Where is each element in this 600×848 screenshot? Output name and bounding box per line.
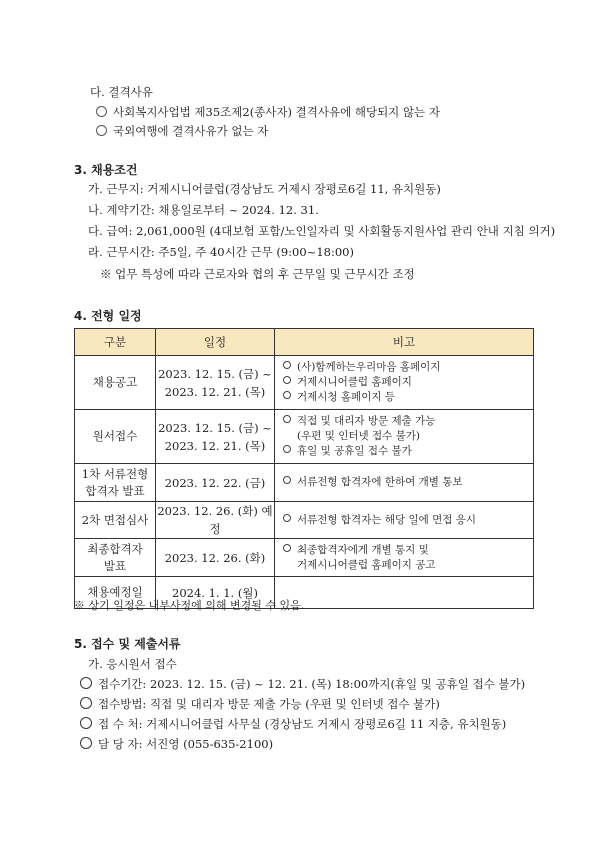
submission-item: 담 당 자: 서진영 (055-635-2100): [80, 736, 273, 752]
schedule-footnote: ※ 상기 일정은 내부사정에 의해 변경될 수 있음.: [74, 599, 305, 612]
condition-line: 나. 계약기간: 채용일로부터 ~ 2024. 12. 31.: [88, 203, 319, 217]
category-cell: 2차 면접심사: [75, 502, 156, 539]
table-row: [75, 502, 534, 539]
note-item: 최종합격자에게 개별 통지 및: [283, 543, 533, 558]
condition-note: ※ 업무 특성에 따라 근로자와 협의 후 근무일 및 근무시간 조정: [100, 267, 415, 281]
circle-bullet-icon: [80, 737, 92, 749]
notes-cell: [275, 410, 534, 464]
disqualification-text: 국외여행에 결격사유가 없는 자: [113, 124, 269, 138]
note-item: 직접 및 대리자 방문 제출 가능: [283, 414, 533, 429]
circle-bullet-icon: [80, 677, 92, 689]
note-item: 거제시니어클럽 홈페이지: [283, 375, 533, 390]
bullet-icon: [283, 376, 291, 384]
column-header: 구분: [75, 329, 156, 356]
table-row: [75, 539, 534, 577]
circle-bullet-icon: [96, 106, 107, 117]
submission-subheading: 가. 응시원서 접수: [88, 657, 177, 671]
category-cell: 1차 서류전형 합격자 발표: [75, 464, 156, 502]
bullet-icon: [283, 544, 291, 552]
submission-item: 접수기간: 2023. 12. 15. (금) ~ 12. 21. (목) 18:00까지(휴일 및 공휴일 접수 불가): [80, 676, 525, 692]
section-heading-submission: 5. 접수 및 제출서류: [74, 637, 181, 651]
date-cell: 2023. 12. 15. (금) ~ 2023. 12. 21. (목): [156, 410, 275, 464]
disqualification-heading: 다. 결격사유: [90, 85, 153, 99]
bullet-icon: [283, 361, 291, 369]
note-item: 서류전형 합격자는 해당 일에 면접 응시: [283, 513, 533, 528]
submission-item: 접 수 처: 거제시니어클럽 사무실 (경상남도 거제시 장평로6길 11 지층, 유치원동): [80, 716, 506, 732]
condition-line: 라. 근무시간: 주5일, 주 40시간 근무 (9:00~18:00): [88, 245, 354, 259]
date-cell: 2023. 12. 22. (금): [156, 464, 275, 502]
bullet-icon: [283, 415, 291, 423]
circle-bullet-icon: [80, 717, 92, 729]
notes-cell: [275, 464, 534, 502]
disqualification-item: [96, 123, 268, 139]
category-cell: 최종합격자 발표: [75, 539, 156, 577]
notes-cell: [275, 502, 534, 539]
bullet-icon: [283, 514, 291, 522]
disqualification-text: 사회복지사업법 제35조제2(종사자) 결격사유에 해당되지 않는 자: [113, 105, 440, 119]
bullet-icon: [283, 445, 291, 453]
notes-cell: [275, 356, 534, 410]
notes-cell: [275, 577, 534, 609]
schedule-table: [74, 328, 534, 609]
section-heading-conditions: 3. 채용조건: [74, 163, 138, 177]
note-item-continuation: (우편 및 인터넷 접수 불가): [297, 430, 420, 442]
category-cell: 원서접수: [75, 410, 156, 464]
date-cell: 2023. 12. 26. (화) 예정: [156, 502, 275, 539]
submission-item: 접수방법: 직접 및 대리자 방문 제출 가능 (우편 및 인터넷 접수 불가): [80, 696, 440, 712]
date-cell: 2023. 12. 26. (화): [156, 539, 275, 577]
circle-bullet-icon: [96, 125, 107, 136]
column-header: 비고: [275, 329, 534, 356]
table-header-row: [75, 329, 534, 356]
note-item: (사)함께하는우리마음 홈페이지: [283, 360, 533, 375]
note-item: 거제시청 홈페이지 등: [283, 390, 533, 405]
disqualification-item: [96, 104, 440, 120]
category-cell: 채용공고: [75, 356, 156, 410]
table-row: [75, 410, 534, 464]
table-row: [75, 464, 534, 502]
note-item: 휴일 및 공휴일 접수 불가: [283, 444, 533, 459]
condition-line: 가. 근무지: 거제시니어클럽(경상남도 거제시 장평로6길 11, 유치원동): [88, 182, 441, 196]
note-item-continuation: 거제시니어클럽 홈페이지 공고: [297, 558, 436, 571]
bullet-icon: [283, 476, 291, 484]
table-row: [75, 356, 534, 410]
category-cell: 채용예정일: [75, 577, 156, 609]
bullet-icon: [283, 391, 291, 399]
condition-line: 다. 급여: 2,061,000원 (4대보험 포함/노인일자리 및 사회활동지원사업 관리 안내 지침 의거): [88, 224, 556, 238]
circle-bullet-icon: [80, 697, 92, 709]
note-item: 서류전형 합격자에 한하여 개별 통보: [283, 475, 533, 490]
notes-cell: [275, 539, 534, 577]
section-heading-schedule: 4. 전형 일정: [74, 309, 142, 323]
column-header: 일정: [156, 329, 275, 356]
date-cell: 2024. 1. 1. (월): [156, 577, 275, 609]
date-cell: 2023. 12. 15. (금) ~ 2023. 12. 21. (목): [156, 356, 275, 410]
